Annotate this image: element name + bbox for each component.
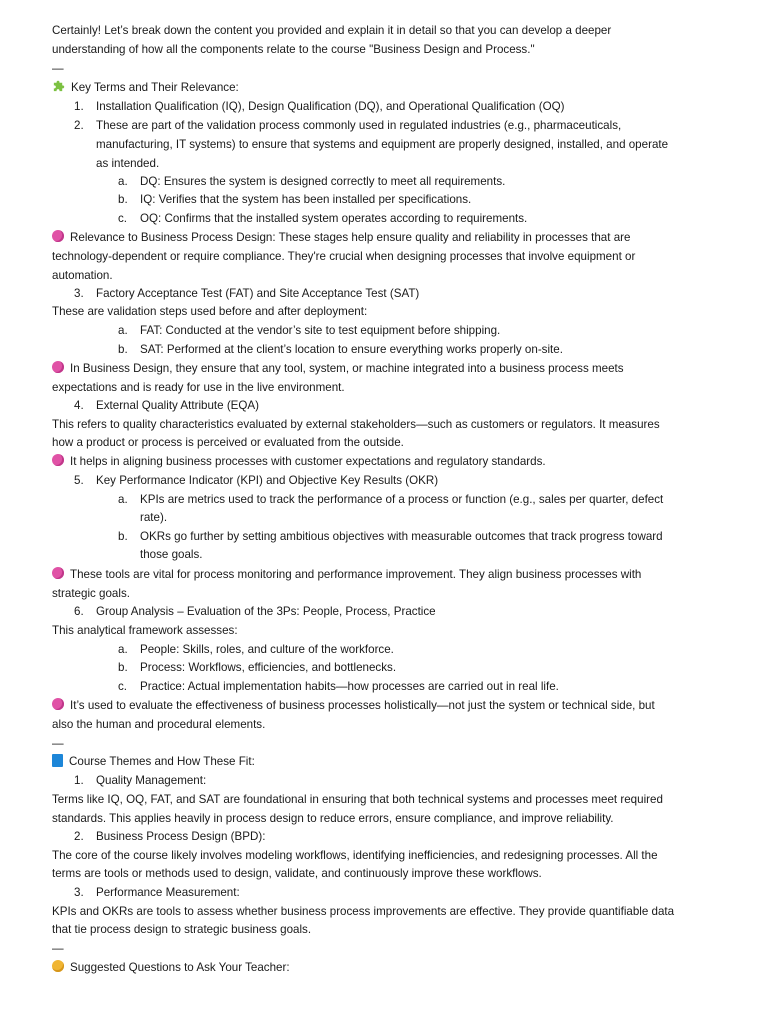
sub-list-item xyxy=(52,191,722,210)
sub-list-item xyxy=(52,322,722,341)
sub-list-letter: c. xyxy=(118,212,128,225)
list-item-text: Quality Management: xyxy=(96,774,207,787)
list-item-text: manufacturing, IT systems) to ensure that systems and equipment are properly designed, installed, and operate xyxy=(96,138,669,151)
sub-list-text: SAT: Performed at the client’s location to ensure everything works properly on-site. xyxy=(140,343,563,356)
key-terms-heading xyxy=(52,79,722,98)
note-text: Relevance to Business Process Design: These stages help ensure quality and reliability in processes that are xyxy=(70,231,631,244)
sub-list-continuation xyxy=(52,509,722,528)
heading-text: Key Terms and Their Relevance: xyxy=(71,81,239,94)
relevance-note xyxy=(52,229,722,248)
note-text: In Business Design, they ensure that any tool, system, or machine integrated into a business process meets xyxy=(70,362,624,375)
intro-line: Certainly! Let’s break down the content you provided and explain it in detail so that you can develop a deeper xyxy=(52,24,612,37)
blue-book-icon xyxy=(52,754,63,767)
list-number: 2. xyxy=(74,830,84,843)
course-themes-heading xyxy=(52,753,722,772)
list-item-text: These are part of the validation process commonly used in regulated industries (e.g., pharmaceuticals, xyxy=(96,119,622,132)
sub-list-text: IQ: Verifies that the system has been installed per specifications. xyxy=(140,193,472,206)
list-item-text: Factory Acceptance Test (FAT) and Site Acceptance Test (SAT) xyxy=(96,287,420,300)
list-item-text: Performance Measurement: xyxy=(96,886,240,899)
list-number: 3. xyxy=(74,287,84,300)
list-number: 1. xyxy=(74,100,84,113)
sub-list-item xyxy=(52,491,722,510)
sub-list-letter: c. xyxy=(118,680,128,693)
sub-list-text: KPIs are metrics used to track the performance of a process or function (e.g., sales per quarter, defect xyxy=(140,493,664,506)
list-item-text: Key Performance Indicator (KPI) and Objective Key Results (OKR) xyxy=(96,474,439,487)
list-number: 3. xyxy=(74,886,84,899)
section-divider: — xyxy=(52,62,64,75)
list-item xyxy=(52,472,722,491)
puzzle-piece-icon xyxy=(52,79,65,92)
relevance-note xyxy=(52,453,722,472)
relevance-note xyxy=(52,360,722,379)
sub-list-item xyxy=(52,678,722,697)
list-item-text: Business Process Design (BPD): xyxy=(96,830,266,843)
paragraph-line: This refers to quality characteristics evaluated by external stakeholders—such as customers or regulators. It measures xyxy=(52,418,660,431)
sub-list-text: Practice: Actual implementation habits—how processes are carried out in real life. xyxy=(140,680,559,693)
paragraph-line: standards. This applies heavily in process design to reduce errors, ensure compliance, and improve reliability. xyxy=(52,812,614,825)
sub-list-text: People: Skills, roles, and culture of the workforce. xyxy=(140,643,394,656)
paragraph-line: This analytical framework assesses: xyxy=(52,624,238,637)
brain-icon xyxy=(52,454,64,466)
list-item xyxy=(52,828,722,847)
list-item xyxy=(52,285,722,304)
list-item xyxy=(52,397,722,416)
list-number: 4. xyxy=(74,399,84,412)
paragraph-line: how a product or process is perceived or evaluated from the outside. xyxy=(52,436,404,449)
paragraph-line: The core of the course likely involves modeling workflows, identifying inefficiencies, and redesigning processes. All the xyxy=(52,849,658,862)
list-number: 5. xyxy=(74,474,84,487)
sub-list-text: Process: Workflows, efficiencies, and bottlenecks. xyxy=(140,661,397,674)
section-divider: — xyxy=(52,737,64,750)
list-item-text: External Quality Attribute (EQA) xyxy=(96,399,260,412)
sub-list-text: OKRs go further by setting ambitious objectives with measurable outcomes that track progress toward xyxy=(140,530,663,543)
list-number: 6. xyxy=(74,605,84,618)
list-item-text: as intended. xyxy=(96,157,160,170)
paragraph-line: Terms like IQ, OQ, FAT, and SAT are foundational in ensuring that both technical systems and processes meet required xyxy=(52,793,663,806)
brain-icon xyxy=(52,698,64,710)
sub-list-letter: b. xyxy=(118,661,128,674)
sub-list-letter: a. xyxy=(118,324,128,337)
sub-list-continuation xyxy=(52,546,722,565)
paragraph-line: terms are tools or methods used to design, validate, and continuously improve these workflows. xyxy=(52,867,542,880)
note-text: It helps in aligning business processes with customer expectations and regulatory standards. xyxy=(70,455,546,468)
questions-heading xyxy=(52,959,722,978)
sub-list-text: OQ: Confirms that the installed system operates according to requirements. xyxy=(140,212,528,225)
sub-list-text: rate). xyxy=(140,511,168,524)
relevance-note-continuation: also the human and procedural elements. xyxy=(52,718,266,731)
sub-list-item xyxy=(52,341,722,360)
sub-list-item xyxy=(52,528,722,547)
heading-text: Course Themes and How These Fit: xyxy=(69,755,255,768)
sub-list-letter: b. xyxy=(118,530,128,543)
sub-list-text: those goals. xyxy=(140,548,203,561)
list-number: 1. xyxy=(74,774,84,787)
list-item xyxy=(52,884,722,903)
sub-list-item xyxy=(52,641,722,660)
list-item xyxy=(52,603,722,622)
list-item-continuation xyxy=(52,136,722,155)
note-text: It’s used to evaluate the effectiveness of business processes holistically—not just the system or technical side, but xyxy=(70,699,655,712)
relevance-note-continuation: technology-dependent or require compliance. They're crucial when designing processes that involve equipment or xyxy=(52,250,636,263)
sub-list-item xyxy=(52,173,722,192)
list-item xyxy=(52,772,722,791)
brain-icon xyxy=(52,567,64,579)
relevance-note xyxy=(52,566,722,585)
sub-list-letter: b. xyxy=(118,193,128,206)
sub-list-text: DQ: Ensures the system is designed correctly to meet all requirements. xyxy=(140,175,506,188)
sub-list-letter: a. xyxy=(118,175,128,188)
list-item-text: Group Analysis – Evaluation of the 3Ps: People, Process, Practice xyxy=(96,605,436,618)
list-item-continuation xyxy=(52,155,722,174)
relevance-note-continuation: automation. xyxy=(52,269,113,282)
list-item-text: Installation Qualification (IQ), Design Qualification (DQ), and Operational Qualification (OQ) xyxy=(96,100,565,113)
note-text: These tools are vital for process monitoring and performance improvement. They align business processes with xyxy=(70,568,642,581)
section-divider: — xyxy=(52,942,64,955)
relevance-note-continuation: strategic goals. xyxy=(52,587,130,600)
list-number: 2. xyxy=(74,119,84,132)
sub-list-letter: a. xyxy=(118,493,128,506)
list-item xyxy=(52,117,722,136)
brain-icon xyxy=(52,361,64,373)
brain-icon xyxy=(52,230,64,242)
sub-list-letter: b. xyxy=(118,343,128,356)
paragraph-line: These are validation steps used before and after deployment: xyxy=(52,305,368,318)
intro-line: understanding of how all the components relate to the course "Business Design and Process." xyxy=(52,43,535,56)
paragraph-line: KPIs and OKRs are tools to assess whether business process improvements are effective. They provide quantifiable data xyxy=(52,905,675,918)
sub-list-item xyxy=(52,210,722,229)
sub-list-item xyxy=(52,659,722,678)
paragraph-line: that tie process design to strategic business goals. xyxy=(52,923,312,936)
sub-list-text: FAT: Conducted at the vendor’s site to test equipment before shipping. xyxy=(140,324,501,337)
relevance-note xyxy=(52,697,722,716)
heading-text: Suggested Questions to Ask Your Teacher: xyxy=(70,961,290,974)
relevance-note-continuation: expectations and is ready for use in the live environment. xyxy=(52,381,345,394)
thinking-face-icon xyxy=(52,960,64,972)
list-item xyxy=(52,98,722,117)
sub-list-letter: a. xyxy=(118,643,128,656)
